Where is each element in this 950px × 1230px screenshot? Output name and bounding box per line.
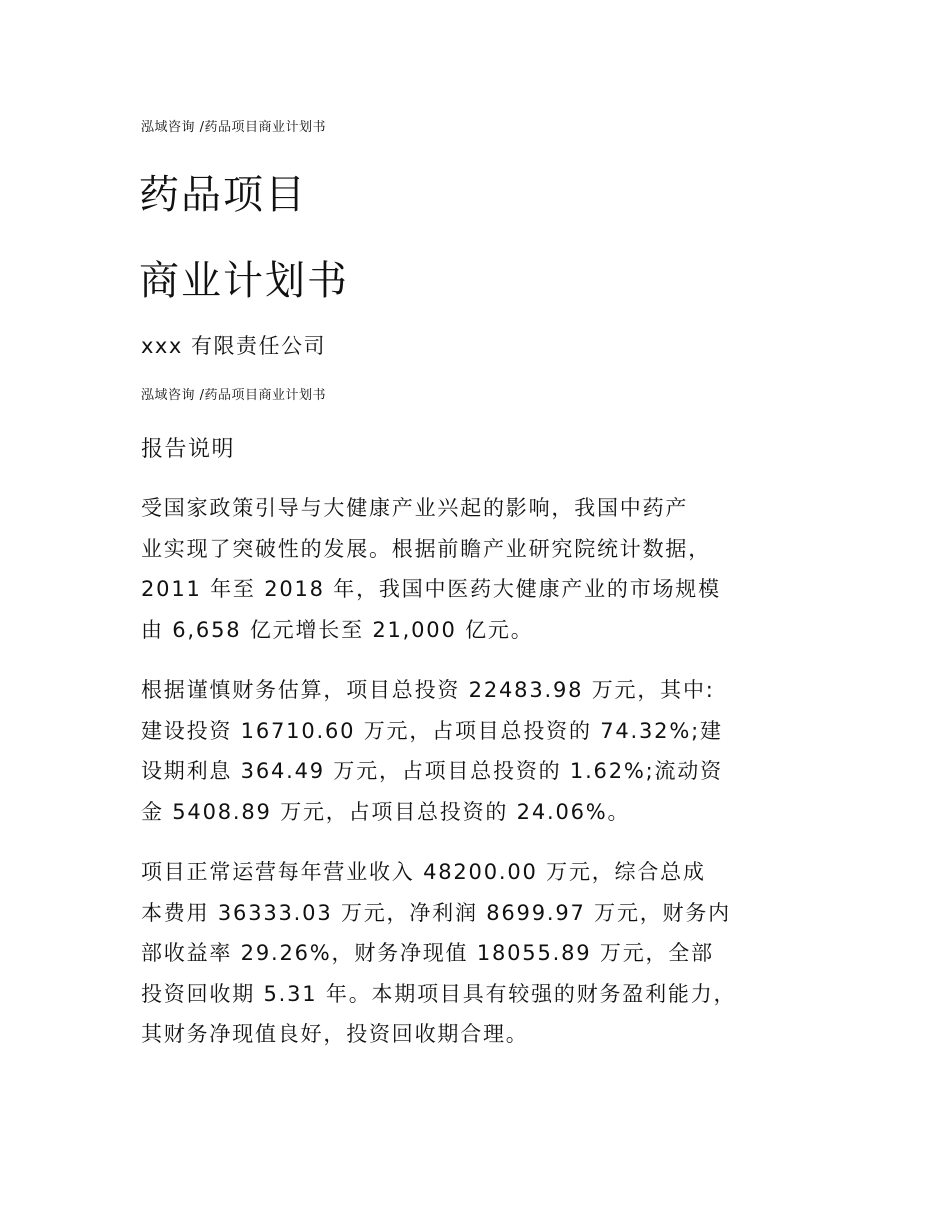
title-line-1: 药品项目	[139, 172, 307, 218]
paragraph-line: 项目正常运营每年营业收入 48200.00 万元，综合总成	[141, 860, 706, 884]
section-heading: 报告说明	[141, 437, 236, 462]
page-header: 泓域咨询 /药品项目商业计划书	[141, 120, 327, 135]
title-line-2: 商业计划书	[139, 258, 349, 304]
paragraph-line: 业实现了突破性的发展。根据前瞻产业研究院统计数据，	[141, 536, 711, 561]
paragraph-line: 由 6,658 亿元增长至 21,000 亿元。	[141, 617, 534, 642]
paragraph-line: 受国家政策引导与大健康产业兴起的影响，我国中药产	[141, 496, 689, 520]
paragraph-line: 根据谨慎财务估算，项目总投资 22483.98 万元，其中:	[141, 678, 715, 702]
paragraph-line: 投资回收期 5.31 年。本期项目具有较强的财务盈利能力，	[141, 981, 737, 1006]
paragraph-line: 2011 年至 2018 年，我国中医药大健康产业的市场规模	[141, 577, 721, 601]
paragraph-line: 金 5408.89 万元，占项目总投资的 24.06%。	[141, 799, 631, 824]
paragraph-line: 设期利息 364.49 万元，占项目总投资的 1.62%;流动资	[141, 759, 723, 783]
paragraph-investment	[141, 670, 831, 832]
company-name: xxx 有限责任公司	[141, 334, 326, 358]
page-header-repeat: 泓域咨询 /药品项目商业计划书	[141, 388, 327, 403]
paragraph-line: 部收益率 29.26%，财务净现值 18055.89 万元，全部	[141, 941, 714, 965]
paragraph-line: 其财务净现值良好，投资回收期合理。	[141, 1022, 529, 1046]
paragraph-revenue	[141, 852, 831, 1055]
paragraph-market	[141, 488, 831, 650]
paragraph-line: 本费用 36333.03 万元，净利润 8699.97 万元，财务内	[141, 900, 731, 925]
paragraph-line: 建设投资 16710.60 万元，占项目总投资的 74.32%;建	[141, 718, 723, 743]
